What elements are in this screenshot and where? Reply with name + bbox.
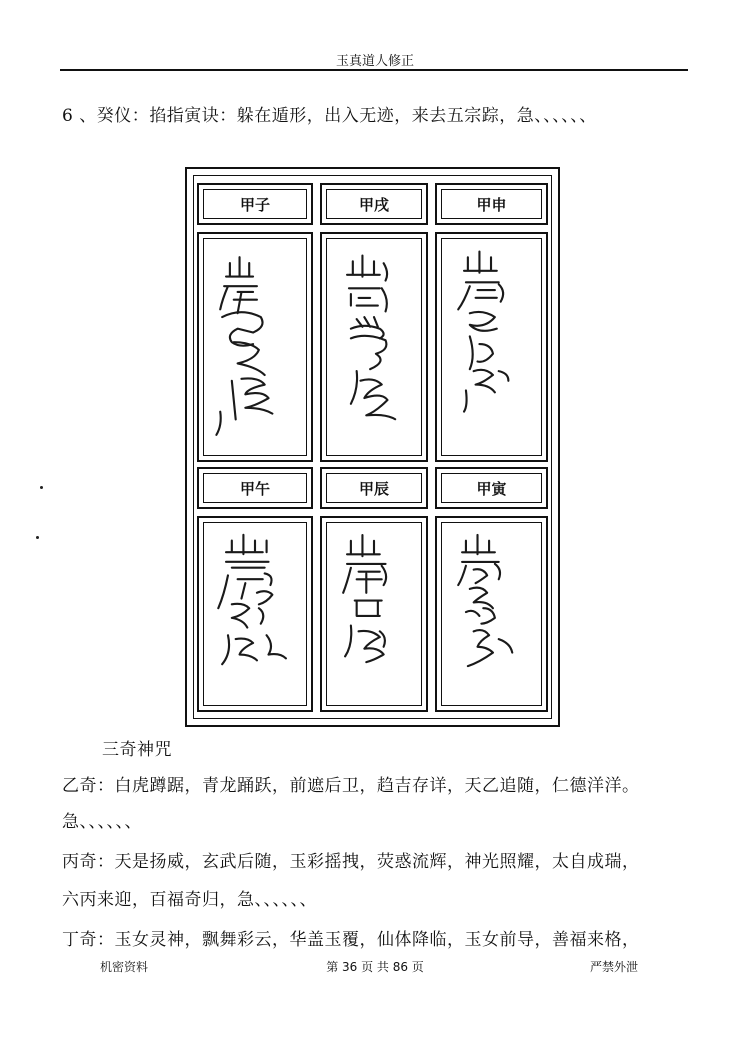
talisman-jiazi-glyph (199, 234, 311, 460)
footer-page-number: 第 36 页 共 86 页 (326, 960, 424, 974)
label-jiashen (435, 183, 548, 225)
label-jiazi (197, 183, 313, 225)
talisman-jiashen-glyph (437, 234, 546, 460)
paragraph-line: 六丙来迎，百福奇归，急、、、、、、 (62, 890, 317, 910)
label-text: 甲寅 (441, 473, 542, 503)
talisman-jiaxu (320, 232, 428, 462)
paragraph-line: 丙奇：天是扬威，玄武后随，玉彩摇拽，荧惑流辉，神光照耀，太自成瑞， (62, 852, 640, 872)
footer-right: 严禁外泄 (590, 960, 639, 974)
paragraph-line: 急、、、、、、 (62, 812, 142, 832)
label-text: 甲辰 (326, 473, 422, 503)
talisman-jiawu-glyph (199, 518, 311, 710)
sanqi-heading: 三奇神咒 (102, 740, 172, 760)
paragraph-line: 丁奇：玉女灵神，飘舞彩云，华盖玉覆，仙体降临，玉女前导，善福来格， (62, 930, 640, 950)
footer-left: 机密资料 (100, 960, 149, 974)
talisman-chart (185, 167, 560, 727)
talisman-jiayin (435, 516, 548, 712)
talisman-jiayin-glyph (437, 518, 546, 710)
label-text: 甲申 (441, 189, 542, 219)
talisman-jiachen-glyph (322, 518, 426, 710)
label-jiayin (435, 467, 548, 509)
label-jiaxu (320, 183, 428, 225)
section-6-text: 6 、癸仪：掐指寅诀：躲在遁形，出入无迹，来去五宗踪，急、、、、、、 (62, 106, 597, 126)
label-text: 甲子 (203, 189, 307, 219)
label-text: 甲戌 (326, 189, 422, 219)
talisman-jiawu (197, 516, 313, 712)
label-jiawu (197, 467, 313, 509)
label-jiachen (320, 467, 428, 509)
header-rule (60, 69, 688, 71)
talisman-jiaxu-glyph (322, 234, 426, 460)
talisman-jiachen (320, 516, 428, 712)
scan-speck (36, 536, 39, 539)
paragraph-line: 乙奇：白虎蹲踞，青龙踊跃，前遮后卫，趋吉存详，天乙追随，仁德洋洋。 (62, 776, 640, 796)
talisman-jiashen (435, 232, 548, 462)
scan-speck (40, 486, 43, 489)
header-title: 玉真道人修正 (335, 54, 414, 69)
talisman-jiazi (197, 232, 313, 462)
label-text: 甲午 (203, 473, 307, 503)
